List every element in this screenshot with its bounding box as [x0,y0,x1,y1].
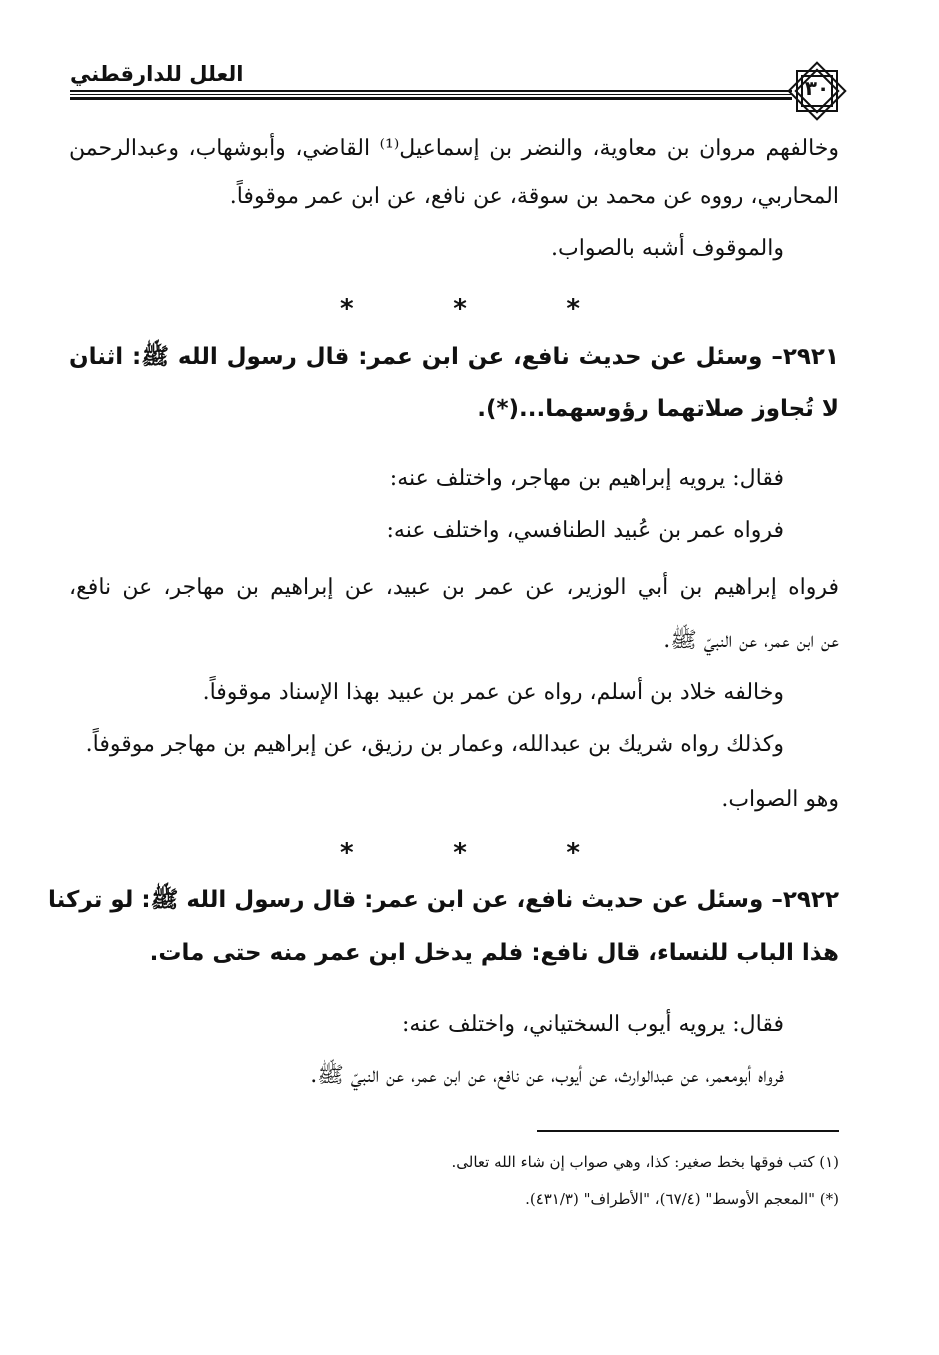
page-number-badge [784,58,850,124]
text-line: فرواه أبومعمر، عن عبدالوارث، عن أيوب، عن نافع، عن ابن عمر، عن النبيّ ﷺ. [310,1063,784,1088]
text-line: وهو الصواب. [721,787,839,812]
header-rule [70,97,792,100]
footnote: (١) كتب فوقها بخط صغير: كذا، وهي صواب إن شاء الله تعالى. [451,1153,839,1171]
text-line: فقال: يرويه إبراهيم بن مهاجر، واختلف عنه: [389,466,784,491]
text-line: المحاربي، رووه عن محمد بن سوقة، عن نافع، عن ابن عمر موقوفاً. [229,184,839,209]
book-title: العلل للدارقطني [70,62,244,86]
header-rule [70,94,792,95]
header-rule [70,90,792,92]
section-divider [340,838,580,868]
text-line: فرواه عمر بن عُبيد الطنافسي، واختلف عنه: [386,518,784,543]
text-line: فقال: يرويه أيوب السختياني، واختلف عنه: [401,1012,784,1037]
question-heading: هذا الباب للنساء، قال نافع: فلم يدخل ابن عمر منه حتى مات. [149,940,839,966]
text-line: والموقوف أشبه بالصواب. [551,236,784,261]
star-mark: * [453,838,467,868]
text-line: وخالفهم مروان بن معاوية، والنضر بن إسماعيل⁽¹⁾ القاضي، وأبوشهاب، وعبدالرحمن [69,136,839,161]
text-line: وخالفه خلاد بن أسلم، رواه عن عمر بن عبيد بهذا الإسناد موقوفاً. [202,680,784,705]
star-mark: * [566,294,580,324]
star-mark: * [340,294,354,324]
text-line: فرواه إبراهيم بن أبي الوزير، عن عمر بن عبيد، عن إبراهيم بن مهاجر، عن نافع، [69,575,839,600]
question-heading: ٢٩٢٢– وسئل عن حديث نافع، عن ابن عمر: قال رسول الله ﷺ: لو تركنا [47,887,839,913]
star-mark: * [453,294,467,324]
page-number: ٣٠ [804,76,830,100]
footnote: (*) "المعجم الأوسط" (٦٧/٤)، "الأطراف" (٤٣١/٣). [525,1190,839,1208]
question-heading: لا تُجاوز صلاتهما رؤوسهما...(*). [477,396,839,422]
text-line: وكذلك رواه شريك بن عبدالله، وعمار بن رزيق، عن إبراهيم بن مهاجر موقوفاً. [85,732,784,757]
section-divider [340,294,580,324]
star-mark: * [340,838,354,868]
text-line: عن ابن عمر، عن النبيّ ﷺ. [663,628,839,653]
star-mark: * [566,838,580,868]
question-heading: ٢٩٢١– وسئل عن حديث نافع، عن ابن عمر: قال رسول الله ﷺ: اثنان [69,344,839,370]
footnote-rule [537,1130,839,1132]
